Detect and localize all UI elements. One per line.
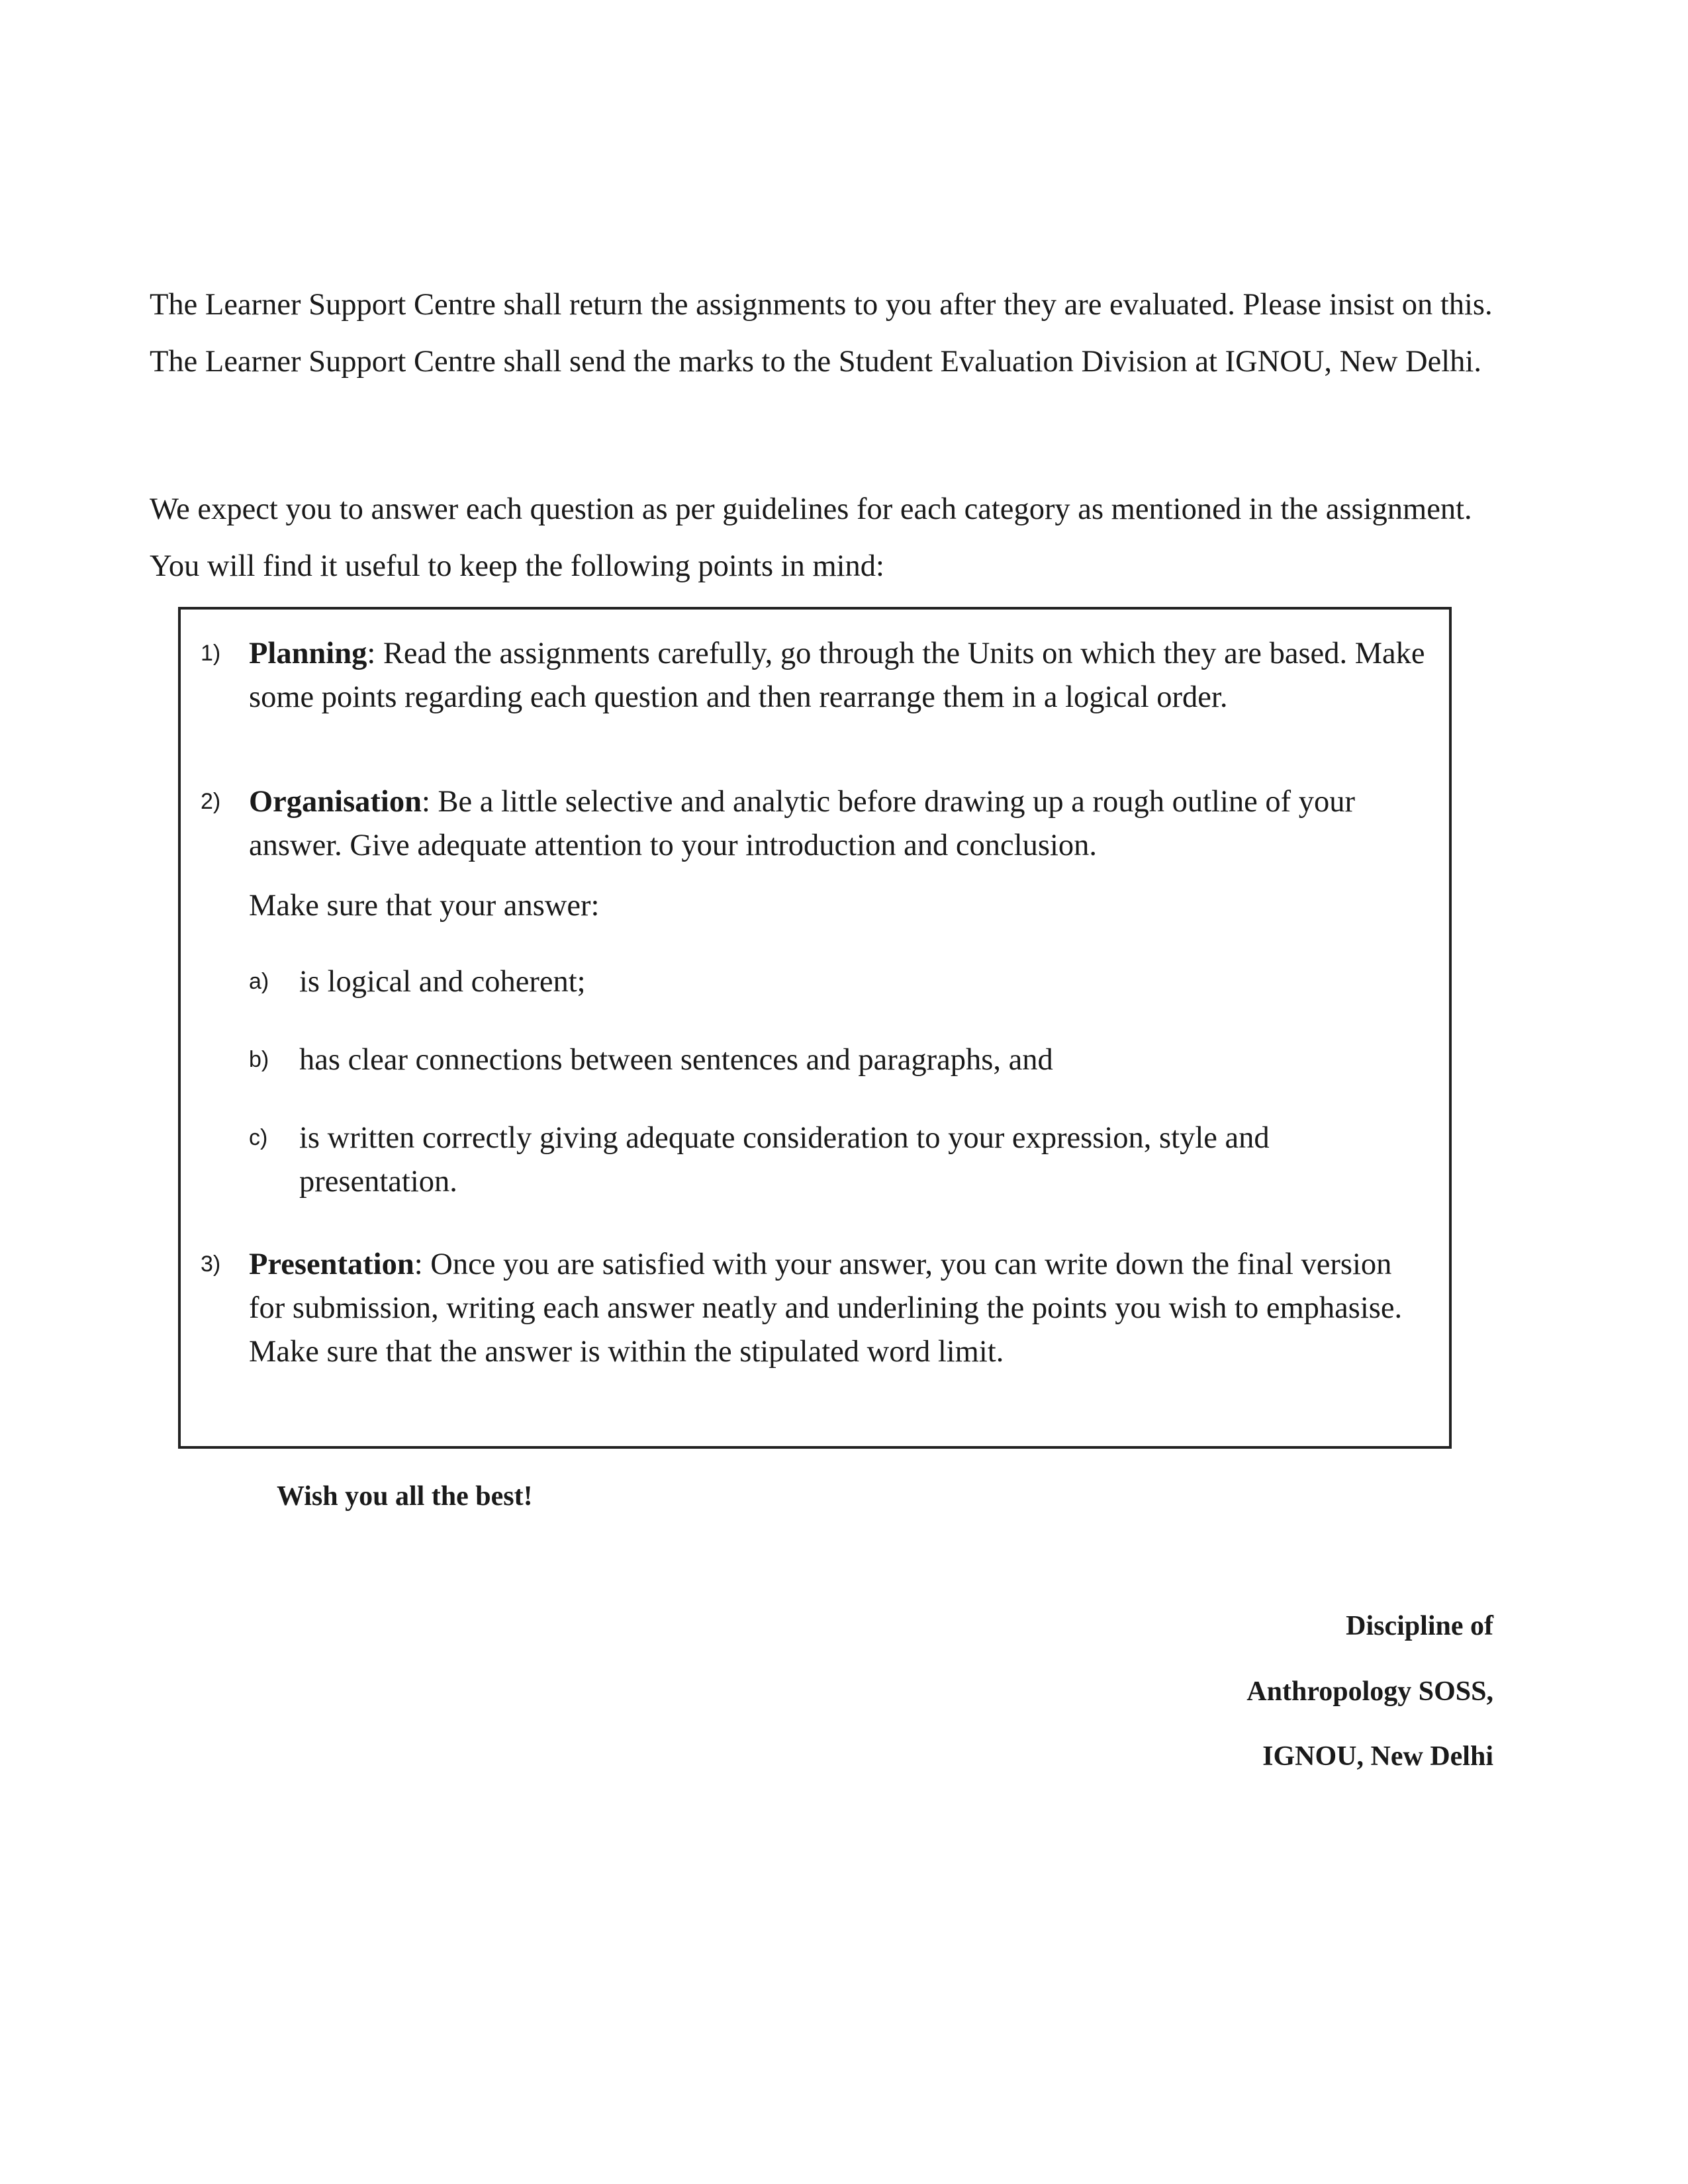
point-text: [249, 1243, 1434, 1374]
signature-line-3: IGNOU, New Delhi: [1262, 1741, 1493, 1772]
intro-paragraph-2: We expect you to answer each question as per guidelines for each category as mentioned in the assignment. You will find it useful to keep the following points in mind:: [150, 492, 1472, 583]
guidelines-box: [178, 607, 1452, 1449]
point-body: : Read the assignments carefully, go through the Units on which they are based. Make some points regarding each question and then rearrange them in a logical order.: [249, 637, 1425, 714]
point-text: [249, 780, 1434, 868]
point-text: [249, 632, 1434, 719]
signature-line-2: Anthropology SOSS,: [1246, 1676, 1493, 1707]
point-body: : Once you are satisfied with your answer, you can write down the final version for submission, writing each answer neatly and underlining the points you wish to emphasise. Make sure that the answer is within the stipulated word limit.: [249, 1248, 1403, 1369]
point-number: 3): [201, 1251, 221, 1277]
point-number: 1): [201, 641, 221, 666]
point-term: Planning: [249, 637, 367, 670]
closing-wish: Wish you all the best!: [277, 1481, 533, 1512]
subpoints-lead: Make sure that your answer:: [249, 889, 600, 923]
signature-line-1: Discipline of: [1346, 1611, 1493, 1641]
subpoint-letter: b): [249, 1047, 269, 1072]
point-body: : Be a little selective and analytic before drawing up a rough outline of your answer. Give adequate attention to your introduction and conclusion.: [249, 785, 1355, 862]
subpoint-text: has clear connections between sentences and paragraphs, and: [299, 1043, 1053, 1077]
subpoint-text: is written correctly giving adequate consideration to your expression, style and presentation.: [299, 1121, 1270, 1199]
subpoint-letter: c): [249, 1125, 268, 1150]
subpoint-letter: a): [249, 969, 269, 994]
point-term: Organisation: [249, 785, 422, 819]
point-term: Presentation: [249, 1248, 414, 1281]
intro-paragraph-1: The Learner Support Centre shall return the assignments to you after they are evaluated. Please insist on this. The Learner Support Centre shall send the marks to the Student Evaluation Division at IGNOU, New Delhi.: [150, 288, 1493, 379]
point-number: 2): [201, 789, 221, 814]
subpoint-text: is logical and coherent;: [299, 965, 586, 999]
